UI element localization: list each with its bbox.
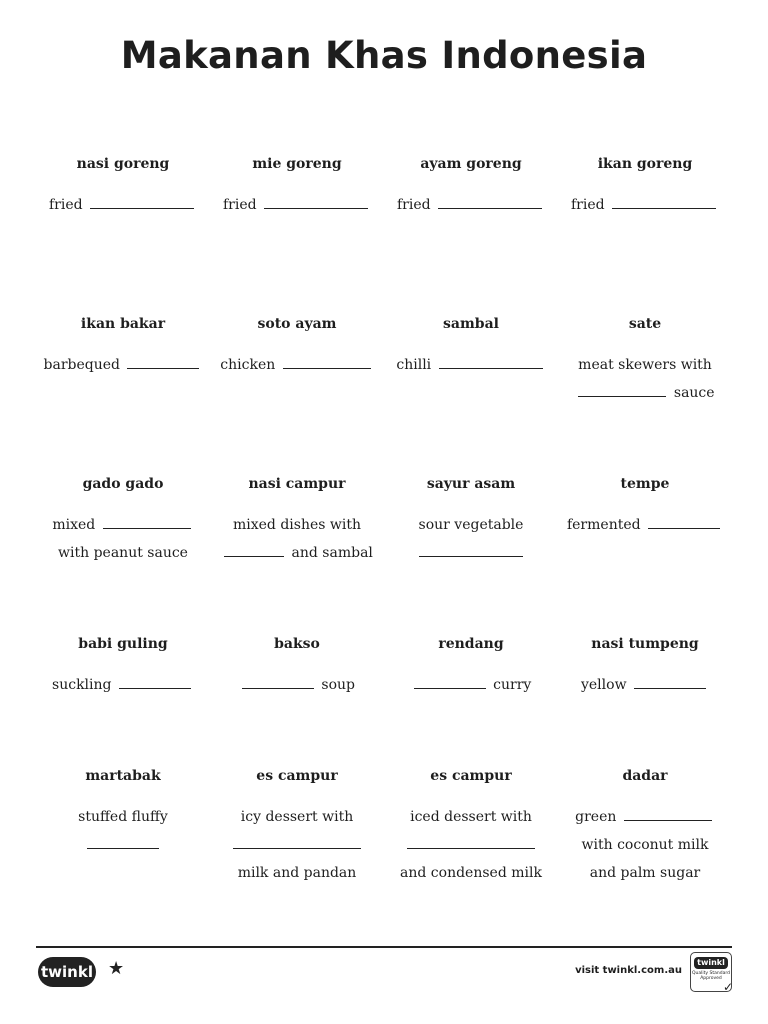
star-icon: ★ bbox=[108, 958, 125, 979]
food-cell bbox=[558, 146, 732, 306]
translation-text: and sambal bbox=[287, 545, 373, 561]
translation-text: fried bbox=[48, 197, 88, 213]
answer-blank[interactable] bbox=[283, 354, 371, 369]
answer-blank[interactable] bbox=[264, 194, 368, 209]
food-cell bbox=[36, 758, 210, 906]
translation-text: suckling bbox=[52, 677, 116, 693]
answer-blank[interactable] bbox=[634, 674, 706, 689]
translation-text: fried bbox=[570, 197, 610, 213]
food-cell bbox=[384, 466, 558, 626]
answer-blank[interactable] bbox=[242, 674, 314, 689]
translation-line bbox=[384, 539, 558, 567]
answer-blank[interactable] bbox=[233, 834, 361, 849]
translation-line bbox=[558, 831, 732, 859]
answer-blank[interactable] bbox=[414, 674, 486, 689]
translation-text: iced dessert with bbox=[410, 809, 532, 825]
food-cell bbox=[210, 146, 384, 306]
translation-text: sauce bbox=[669, 385, 715, 401]
translation-line bbox=[558, 859, 732, 887]
badge-title: twinkl bbox=[694, 957, 728, 969]
answer-blank[interactable] bbox=[578, 382, 666, 397]
translation-line bbox=[36, 191, 210, 219]
translation-text: barbequed bbox=[43, 357, 125, 373]
food-cell bbox=[210, 626, 384, 758]
food-name: sate bbox=[628, 316, 662, 332]
answer-blank[interactable] bbox=[119, 674, 191, 689]
food-name: babi guling bbox=[78, 636, 168, 652]
translation-line bbox=[558, 671, 732, 699]
quality-badge bbox=[690, 952, 732, 992]
food-name: sambal bbox=[443, 316, 499, 332]
food-name: ikan bakar bbox=[80, 316, 166, 332]
translation-line bbox=[384, 671, 558, 699]
answer-blank[interactable] bbox=[127, 354, 199, 369]
translation-line bbox=[210, 831, 384, 859]
food-name: ikan goreng bbox=[597, 156, 693, 172]
answer-blank[interactable] bbox=[439, 354, 543, 369]
translation-text: fermented bbox=[566, 517, 646, 533]
food-name: sayur asam bbox=[426, 476, 516, 492]
translation-line bbox=[384, 351, 558, 379]
answer-blank[interactable] bbox=[407, 834, 535, 849]
translation-line bbox=[210, 539, 384, 567]
translation-line bbox=[210, 191, 384, 219]
translation-line bbox=[36, 831, 210, 859]
translation-text: soup bbox=[316, 677, 356, 693]
food-name: es campur bbox=[256, 768, 338, 784]
food-name: es campur bbox=[430, 768, 512, 784]
translation-text: fried bbox=[222, 197, 262, 213]
food-name: bakso bbox=[274, 636, 320, 652]
translation-text: chicken bbox=[220, 357, 280, 373]
food-cell bbox=[36, 626, 210, 758]
food-name: nasi tumpeng bbox=[591, 636, 699, 652]
food-cell bbox=[384, 758, 558, 906]
food-name: martabak bbox=[85, 768, 161, 784]
food-cell bbox=[384, 626, 558, 758]
answer-blank[interactable] bbox=[624, 806, 712, 821]
translation-line bbox=[210, 671, 384, 699]
translation-line bbox=[558, 803, 732, 831]
food-cell bbox=[36, 466, 210, 626]
answer-blank[interactable] bbox=[90, 194, 194, 209]
badge-text: Quality Standard Approved bbox=[692, 971, 730, 981]
translation-text: stuffed fluffy bbox=[78, 809, 168, 825]
translation-line bbox=[210, 351, 384, 379]
food-cell bbox=[36, 306, 210, 466]
translation-line bbox=[384, 511, 558, 539]
translation-line bbox=[210, 511, 384, 539]
translation-line bbox=[210, 803, 384, 831]
food-name: dadar bbox=[622, 768, 668, 784]
translation-line bbox=[558, 351, 732, 379]
answer-blank[interactable] bbox=[103, 514, 191, 529]
translation-text: mixed bbox=[52, 517, 100, 533]
translation-line bbox=[36, 511, 210, 539]
food-cell bbox=[36, 146, 210, 306]
food-name: nasi campur bbox=[248, 476, 346, 492]
food-name: gado gado bbox=[82, 476, 164, 492]
translation-text: mixed dishes with bbox=[232, 517, 361, 533]
vocabulary-grid bbox=[36, 146, 732, 906]
translation-line bbox=[384, 831, 558, 859]
translation-line bbox=[210, 859, 384, 887]
translation-line bbox=[558, 379, 732, 407]
translation-text: chilli bbox=[396, 357, 436, 373]
food-cell bbox=[558, 306, 732, 466]
food-name: mie goreng bbox=[252, 156, 342, 172]
food-cell bbox=[558, 758, 732, 906]
food-name: tempe bbox=[620, 476, 670, 492]
translation-line bbox=[36, 671, 210, 699]
food-name: ayam goreng bbox=[420, 156, 522, 172]
translation-text: with peanut sauce bbox=[58, 545, 188, 561]
answer-blank[interactable] bbox=[438, 194, 542, 209]
translation-line bbox=[384, 191, 558, 219]
answer-blank[interactable] bbox=[224, 542, 284, 557]
translation-line bbox=[384, 803, 558, 831]
food-cell bbox=[384, 146, 558, 306]
answer-blank[interactable] bbox=[648, 514, 720, 529]
answer-blank[interactable] bbox=[612, 194, 716, 209]
translation-line bbox=[384, 859, 558, 887]
translation-line bbox=[36, 539, 210, 567]
translation-text: with coconut milk bbox=[581, 837, 709, 853]
translation-text: meat skewers with bbox=[578, 357, 712, 373]
translation-text: yellow bbox=[580, 677, 631, 693]
answer-blank[interactable] bbox=[419, 542, 523, 557]
food-cell bbox=[558, 466, 732, 626]
food-cell bbox=[384, 306, 558, 466]
food-name: nasi goreng bbox=[76, 156, 170, 172]
footer-divider bbox=[36, 946, 732, 948]
translation-text: sour vegetable bbox=[418, 517, 524, 533]
visit-link[interactable]: visit twinkl.com.au bbox=[575, 965, 682, 976]
food-cell bbox=[210, 306, 384, 466]
food-name: soto ayam bbox=[257, 316, 337, 332]
check-icon: ✓ bbox=[722, 980, 733, 994]
food-cell bbox=[558, 626, 732, 758]
twinkl-logo: twinkl bbox=[38, 957, 96, 987]
translation-text: icy dessert with bbox=[240, 809, 354, 825]
translation-line bbox=[36, 803, 210, 831]
food-cell bbox=[210, 466, 384, 626]
translation-text: fried bbox=[396, 197, 436, 213]
translation-text: and palm sugar bbox=[589, 865, 701, 881]
translation-line bbox=[36, 351, 210, 379]
translation-line bbox=[558, 511, 732, 539]
food-name: rendang bbox=[438, 636, 504, 652]
translation-text: and condensed milk bbox=[400, 865, 542, 881]
food-cell bbox=[210, 758, 384, 906]
answer-blank[interactable] bbox=[87, 834, 159, 849]
translation-line bbox=[558, 191, 732, 219]
translation-text: green bbox=[575, 809, 621, 825]
translation-text: curry bbox=[488, 677, 532, 693]
page-title: Makanan Khas Indonesia bbox=[120, 34, 648, 77]
translation-text: milk and pandan bbox=[237, 865, 357, 881]
